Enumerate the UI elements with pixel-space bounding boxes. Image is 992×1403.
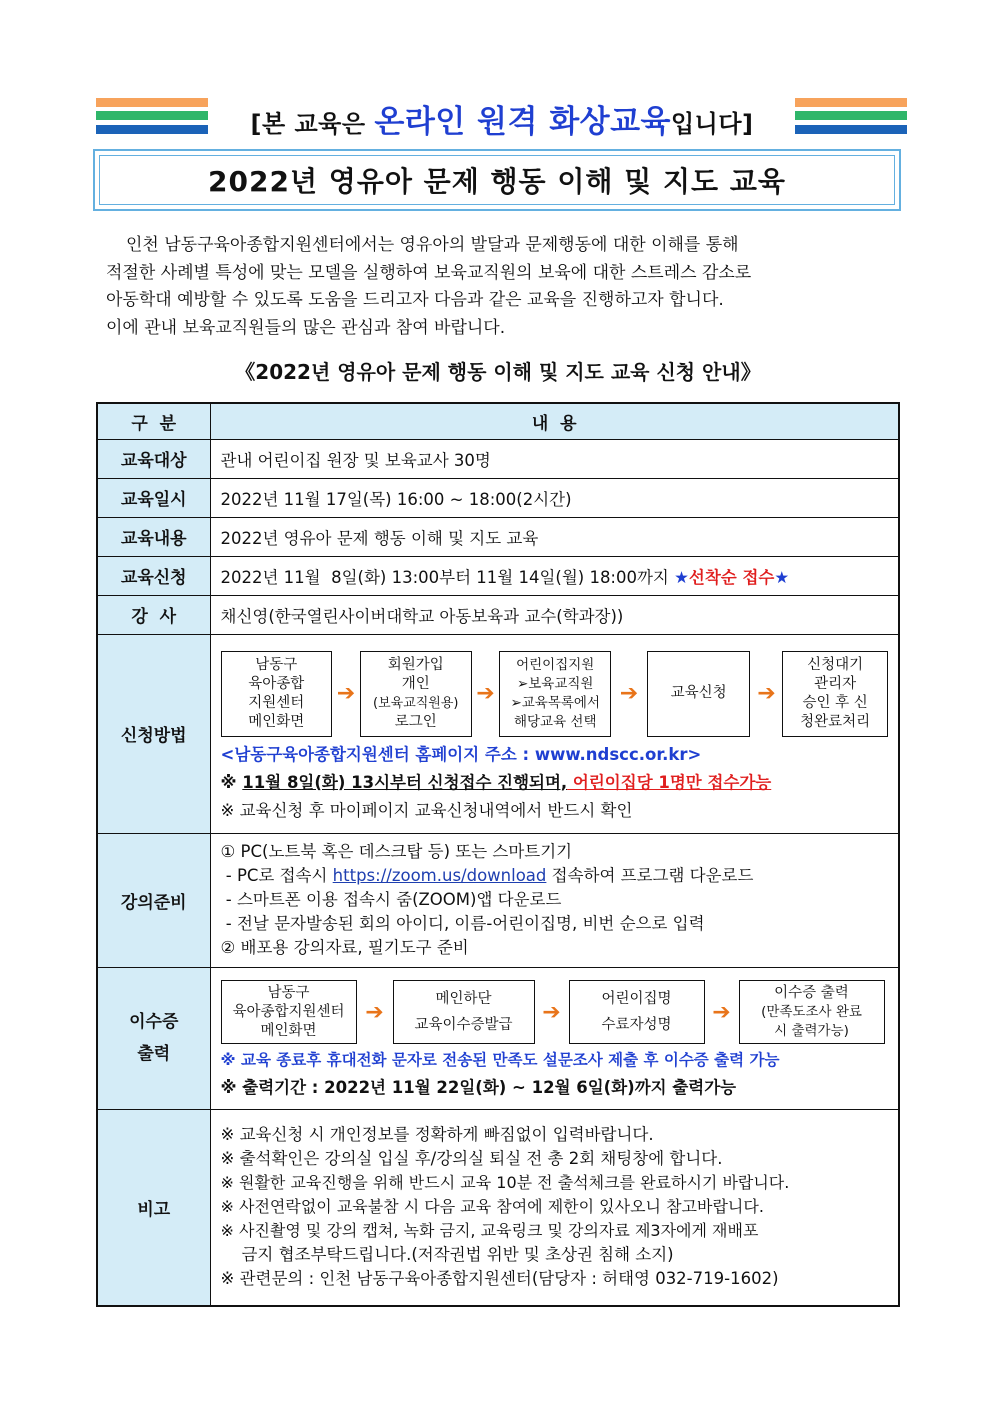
cert-step-1: 남동구 육아종합지원센터 메인화면 xyxy=(221,980,357,1044)
arrow-right-icon: ➔ xyxy=(757,681,776,706)
intro-line-4: 이에 관내 보육교직원들의 많은 관심과 참여 바랍니다. xyxy=(106,317,506,338)
apply-flowchart xyxy=(221,651,889,737)
arrow-right-icon: ➔ xyxy=(712,999,731,1025)
cert-step-4: 이수증 출력 (만족도조사 완료 시 출력가능) xyxy=(739,980,885,1044)
table-row xyxy=(97,833,899,967)
cert-flowchart xyxy=(221,980,889,1044)
row-label-lecturer: 강 사 xyxy=(97,595,210,634)
table-row xyxy=(97,517,899,556)
row-label-cert: 이수증 출력 xyxy=(97,967,210,1109)
row-value-target: 관내 어린이집 원장 및 보육교사 30명 xyxy=(210,439,899,478)
intro-paragraph xyxy=(106,232,890,342)
remark-line-2: ※ 출석확인은 강의실 입실 후/강의실 퇴실 전 총 2회 채팅창에 합니다. xyxy=(220,1149,723,1169)
remark-line-4: ※ 사전연락없이 교육불참 시 다음 교육 참여에 제한이 있사오니 참고바랍니다. xyxy=(220,1197,764,1217)
title-box xyxy=(93,149,901,211)
table-row xyxy=(97,478,899,517)
prep-line-3: - 스마트폰 이용 접속시 줌(ZOOM)앱 다운로드 xyxy=(220,890,562,909)
intro-line-1: 인천 남동구육아종합지원센터에서는 영유아의 발달과 문제행동에 대한 이해를 통해 xyxy=(126,235,739,255)
banner-highlight: 온라인 원격 화상교육 xyxy=(374,104,671,140)
remark-line-1: ※ 교육신청 시 개인정보를 정확하게 빠짐없이 입력바랍니다. xyxy=(220,1125,654,1145)
decorative-stripes-right xyxy=(795,98,907,134)
intro-line-2: 적절한 사례별 특성에 맞는 모델을 실행하여 보육교직원의 보육에 대한 스트레스 감소로 xyxy=(106,262,752,283)
flow-step-2: 회원가입 개인 (보육교직원용) 로그인 xyxy=(360,651,472,737)
banner-prefix: [본 교육은 xyxy=(250,110,375,138)
arrow-right-icon: ➔ xyxy=(476,681,495,706)
row-label-remarks: 비고 xyxy=(97,1109,210,1306)
arrow-right-icon: ➔ xyxy=(619,681,639,706)
remark-line-3: ※ 원활한 교육진행을 위해 반드시 교육 10분 전 출석체크를 완료하시기 바랍니다. xyxy=(220,1173,790,1193)
row-value-date: 2022년 11월 17일(목) 16:00 ~ 18:00(2시간) xyxy=(210,478,899,517)
table-row xyxy=(97,1109,899,1306)
flow-step-5: 신청대기 관리자 승인 후 신 청완료처리 xyxy=(782,651,888,737)
row-value-content: 2022년 영유아 문제 행동 이해 및 지도 교육 xyxy=(210,517,899,556)
header-content: 내 용 xyxy=(210,403,899,439)
decorative-stripes-left xyxy=(96,98,208,134)
prep-line-4: - 전날 문자발송된 회의 아이디, 이름-어린이집명, 비번 순으로 입력 xyxy=(220,914,705,933)
first-come-badge: ★선착순 접수★ xyxy=(674,567,790,587)
online-notice-banner xyxy=(214,96,790,141)
row-value-prep xyxy=(210,833,899,967)
arrow-right-icon: ➔ xyxy=(365,999,384,1025)
prep-line-2: - PC로 접속시 https://zoom.us/download 접속하여 프로그램 다운로드 xyxy=(220,866,754,885)
row-value-remarks xyxy=(210,1109,899,1306)
table-row xyxy=(97,556,899,595)
table-row xyxy=(97,439,899,478)
row-value-cert xyxy=(210,967,899,1109)
page-title: 2022년 영유아 문제 행동 이해 및 지도 교육 xyxy=(99,155,895,205)
table-header-row xyxy=(97,403,899,439)
table-row xyxy=(97,595,899,634)
info-table xyxy=(96,402,900,1307)
banner-suffix: 입니다] xyxy=(671,110,754,138)
flow-step-1: 남동구 육아종합 지원센터 메인화면 xyxy=(221,651,333,737)
method-note-1: ※ 11월 8일(화) 13시부터 신청접수 진행되며, 어린이집당 1명만 접수가능 xyxy=(220,772,772,792)
prep-line-5: ② 배포용 강의자료, 필기도구 준비 xyxy=(220,938,469,957)
row-label-content: 교육내용 xyxy=(97,517,210,556)
row-label-date: 교육일시 xyxy=(97,478,210,517)
header-category: 구 분 xyxy=(97,403,210,439)
remark-line-5: ※ 사진촬영 및 강의 캡쳐, 녹화 금지, 교육링크 및 강의자료 제3자에게 재배포 xyxy=(220,1221,759,1241)
table-row xyxy=(97,634,899,833)
row-value-apply xyxy=(210,556,899,595)
prep-line-1: ① PC(노트북 혹은 데스크탑 등) 또는 스마트기기 xyxy=(220,842,573,861)
row-value-lecturer: 채신영(한국열린사이버대학교 아동보육과 교수(학과장)) xyxy=(210,595,899,634)
cert-step-2: 메인하단 교육이수증발급 xyxy=(393,980,535,1044)
zoom-download-link[interactable]: https://zoom.us/download xyxy=(332,866,547,885)
apply-period: 2022년 11월 8일(화) 13:00부터 11월 14일(월) 18:00까지 xyxy=(220,567,669,587)
intro-line-3: 아동학대 예방할 수 있도록 도움을 드리고자 다음과 같은 교육을 진행하고자 합니다. xyxy=(106,290,724,310)
section-subtitle: 《2022년 영유아 문제 행동 이해 및 지도 교육 신청 안내》 xyxy=(235,360,761,384)
table-row xyxy=(97,967,899,1109)
row-label-method: 신청방법 xyxy=(97,634,210,833)
remark-line-6: 금지 협조부탁드립니다.(저작권법 위반 및 초상권 침해 소지) xyxy=(220,1245,674,1265)
flow-step-4: 교육신청 xyxy=(647,651,751,737)
remark-line-7: ※ 관련문의 : 인천 남동구육아종합지원센터(담당자 : 허태영 032-719-1602) xyxy=(220,1269,779,1289)
row-label-target: 교육대상 xyxy=(97,439,210,478)
cert-note-1: ※ 교육 종료후 휴대전화 문자로 전송된 만족도 설문조사 제출 후 이수증 출력 가능 xyxy=(220,1051,780,1069)
row-label-apply: 교육신청 xyxy=(97,556,210,595)
row-value-method xyxy=(210,634,899,833)
method-note-2: ※ 교육신청 후 마이페이지 교육신청내역에서 반드시 확인 xyxy=(220,800,633,820)
cert-note-2: ※ 출력기간 : 2022년 11월 22일(화) ~ 12월 6일(화)까지 출력가능 xyxy=(220,1078,737,1097)
homepage-address: <남동구육아종합지원센터 홈페이지 주소 : www.ndscc.or.kr> xyxy=(220,744,702,764)
arrow-right-icon: ➔ xyxy=(542,999,561,1025)
flow-step-3: 어린이집지원 ➢보육교직원 ➢교육목록에서 해당교육 선택 xyxy=(499,651,611,737)
cert-step-3: 어린이집명 수료자성명 xyxy=(569,980,705,1044)
arrow-right-icon: ➔ xyxy=(336,681,356,706)
row-label-prep: 강의준비 xyxy=(97,833,210,967)
